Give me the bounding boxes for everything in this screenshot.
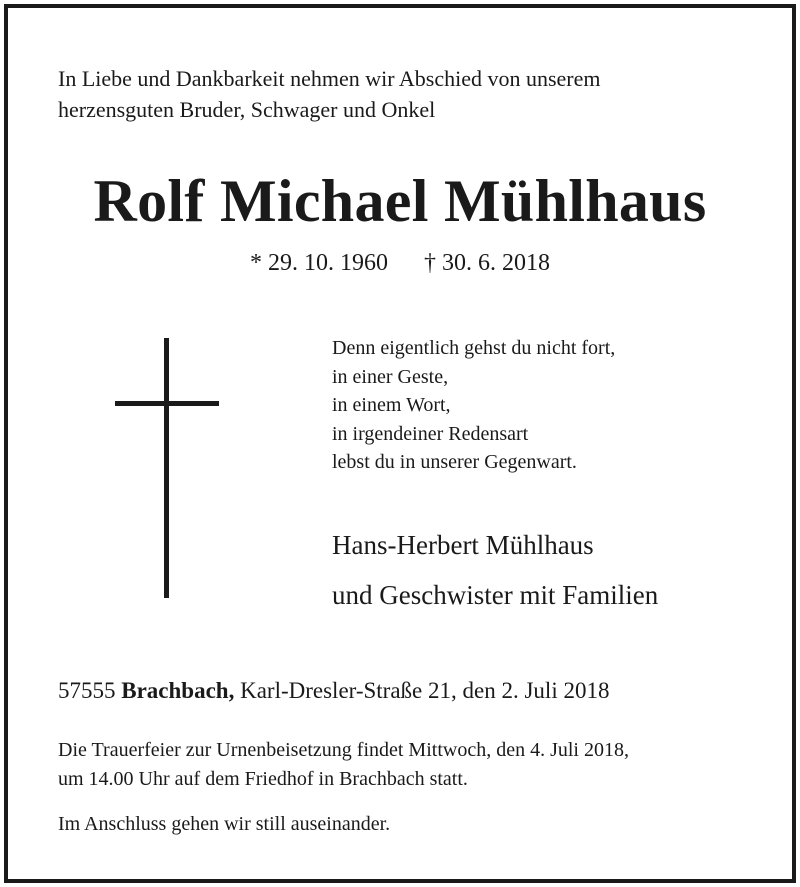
postal-code: 57555 — [58, 678, 116, 703]
death-date: † 30. 6. 2018 — [424, 250, 550, 276]
cross-horizontal-bar — [115, 401, 219, 406]
poem-line: Denn eigentlich gehst du nicht fort, — [332, 337, 616, 359]
deceased-name: Rolf Michael Mühlhaus — [93, 168, 707, 234]
poem-line: in irgendeiner Redensart — [332, 422, 529, 445]
funeral-line: Die Trauerfeier zur Urnenbeisetzung findet Mittwoch, den 4. Juli 2018, — [58, 739, 629, 761]
closing-text: Im Anschluss gehen wir still auseinander. — [58, 813, 391, 835]
life-dates — [8, 248, 792, 278]
funeral-line: um 14.00 Uhr auf dem Friedhof in Brachbach statt. — [58, 768, 468, 790]
obituary-notice — [4, 4, 796, 883]
birth-date: * 29. 10. 1960 — [250, 250, 388, 276]
intro-line: In Liebe und Dankbarkeit nehmen wir Abschied von unserem — [58, 66, 601, 91]
address-line — [58, 676, 609, 706]
intro-line: herzensguten Bruder, Schwager und Onkel — [58, 97, 436, 122]
street-and-date: Karl-Dresler-Straße 21, den 2. Juli 2018 — [240, 678, 610, 703]
poem — [332, 334, 615, 477]
town: Brachbach, — [121, 678, 235, 703]
poem-line: lebst du in unserer Gegenwart. — [332, 451, 577, 473]
intro-text — [58, 63, 601, 125]
funeral-info — [58, 736, 629, 794]
poem-line: in einem Wort, — [332, 394, 451, 416]
mourner-line: Hans-Herbert Mühlhaus — [332, 530, 594, 560]
mourner-line: und Geschwister mit Familien — [332, 580, 659, 610]
cross-vertical-bar — [164, 338, 169, 598]
mourners — [332, 520, 658, 620]
poem-line: in einer Geste, — [332, 365, 449, 388]
